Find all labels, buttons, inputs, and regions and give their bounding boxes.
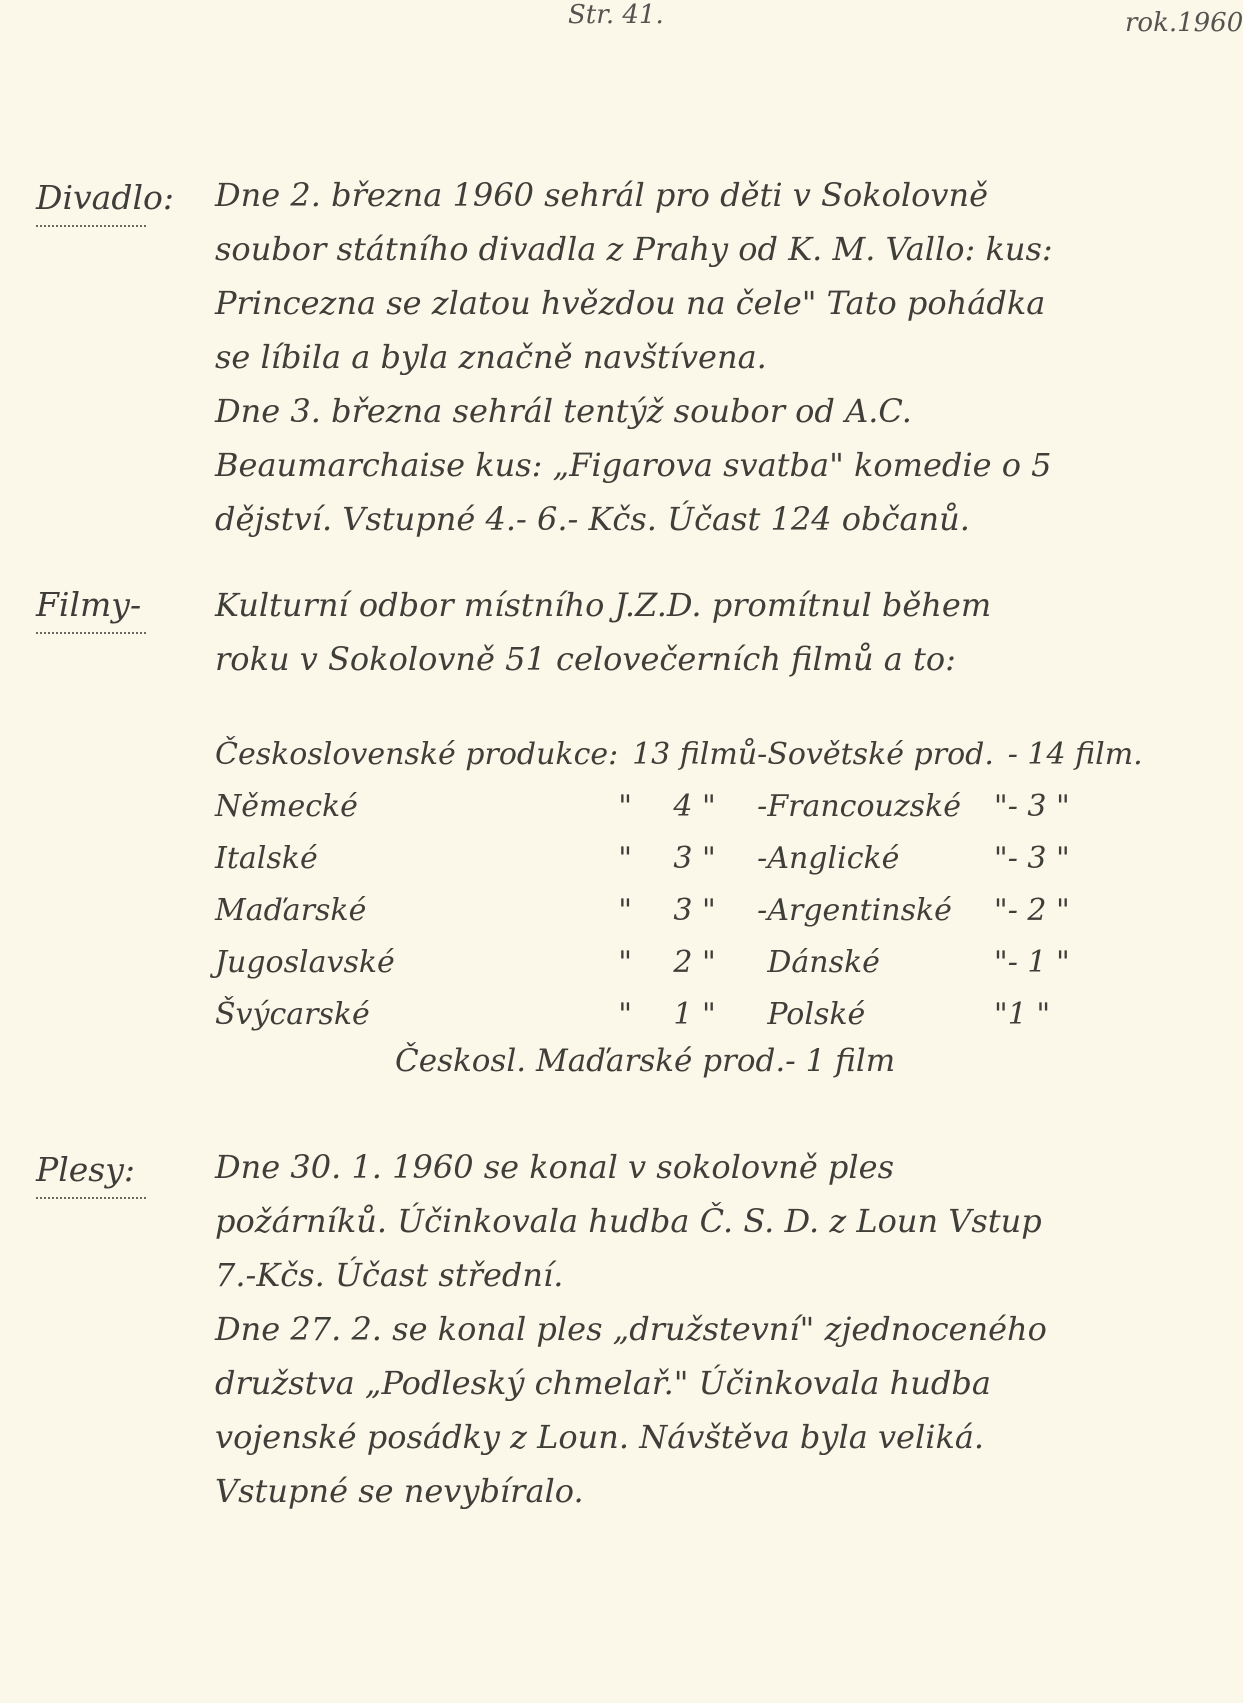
film-country: Anglické xyxy=(767,840,900,876)
year-label: rok.1960 xyxy=(1125,8,1243,38)
film-count: - 1 " xyxy=(1007,944,1070,980)
film-count: - 3 " xyxy=(1007,840,1070,876)
ditto-mark: " xyxy=(618,840,633,876)
film-country: Maďarské xyxy=(215,892,367,928)
film-count: - 14 film. xyxy=(1007,736,1143,772)
films-by-country-table xyxy=(215,728,1143,1040)
ditto-mark: " xyxy=(618,788,633,824)
film-table-row xyxy=(215,832,1143,884)
separator-dash xyxy=(757,988,767,1040)
film-country: Francouzské xyxy=(767,788,961,824)
ditto-mark: " xyxy=(993,892,1008,928)
film-table-row xyxy=(215,936,1143,988)
film-count: - 2 " xyxy=(1007,892,1070,928)
film-country: Československé produkce: xyxy=(215,736,619,772)
film-count: 13 filmů xyxy=(632,736,758,772)
film-table-row xyxy=(215,884,1143,936)
film-count: 4 " xyxy=(673,788,716,824)
ditto-mark: " xyxy=(993,944,1008,980)
film-count: 3 " xyxy=(673,892,716,928)
film-country: Sovětské prod. xyxy=(767,736,994,772)
film-count: 3 " xyxy=(673,840,716,876)
film-count: - 3 " xyxy=(1007,788,1070,824)
film-country: Německé xyxy=(215,788,358,824)
separator-dash: - xyxy=(757,840,768,876)
section-divadlo xyxy=(215,168,1075,546)
section-label-plesy: Plesy: xyxy=(36,1150,206,1199)
plesy-paragraph-2: Dne 27. 2. se konal ples „družstevní" zjednoceného družstva „Podleský chmelař." Účinkovala hudba vojenské posádky z Loun. Návštěva byla veliká. Vstupné se nevybíralo. xyxy=(215,1310,1047,1510)
film-country: Jugoslavské xyxy=(215,944,395,980)
film-country: Polské xyxy=(767,996,866,1032)
divadlo-paragraph-2: Dne 3. března sehrál tentýž soubor od A.C. Beaumarchaise kus: „Figarova svatba" komedie o 5 dějství. Vstupné 4.- 6.- Kčs. Účast 124 občanů. xyxy=(215,392,1052,538)
film-country: Italské xyxy=(215,840,318,876)
films-footnote: Českosl. Maďarské prod.- 1 film xyxy=(395,1043,896,1079)
film-count: 1 " xyxy=(673,996,716,1032)
film-country: Švýcarské xyxy=(215,996,370,1032)
ditto-mark: " xyxy=(993,788,1008,824)
divadlo-paragraph-1: Dne 2. března 1960 sehrál pro děti v Sokolovně soubor státního divadla z Prahy od K. M. Vallo: kus: Princezna se zlatou hvězdou na čele" Tato pohádka se líbila a byla značně navštívena. xyxy=(215,176,1053,376)
plesy-paragraph-1: Dne 30. 1. 1960 se konal v sokolovně ples požárníků. Účinkovala hudba Č. S. D. z Loun Vstup 7.-Kčs. Účast střední. xyxy=(215,1148,1042,1294)
ditto-mark: " xyxy=(618,996,633,1032)
film-country: Dánské xyxy=(767,944,880,980)
film-table-row xyxy=(215,988,1143,1040)
page-number: Str. 41. xyxy=(568,0,664,30)
section-plesy xyxy=(215,1140,1075,1518)
ditto-mark: " xyxy=(993,840,1008,876)
ditto-mark xyxy=(618,728,632,780)
section-filmy xyxy=(215,578,1075,686)
film-table-row xyxy=(215,780,1143,832)
separator-dash: - xyxy=(757,788,768,824)
film-country: Argentinské xyxy=(767,892,952,928)
film-table-row xyxy=(215,728,1143,780)
separator-dash xyxy=(757,936,767,988)
ditto-mark: " xyxy=(618,892,633,928)
section-label-filmy: Filmy- xyxy=(36,585,206,634)
ditto-mark xyxy=(994,728,1008,780)
ditto-mark: " xyxy=(993,996,1008,1032)
separator-dash: - xyxy=(757,736,768,772)
film-count: 2 " xyxy=(673,944,716,980)
ditto-mark: " xyxy=(618,944,633,980)
section-label-divadlo: Divadlo: xyxy=(36,178,206,227)
separator-dash: - xyxy=(757,892,768,928)
film-count: 1 " xyxy=(1007,996,1051,1032)
filmy-paragraph: Kulturní odbor místního J.Z.D. promítnul během roku v Sokolovně 51 celovečerních filmů a to: xyxy=(215,586,992,678)
